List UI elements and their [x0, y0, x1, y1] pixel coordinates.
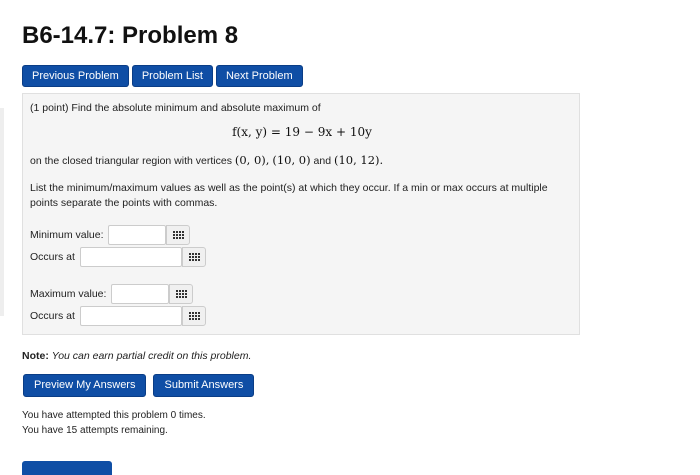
- maximum-occurs-label: Occurs at: [30, 310, 75, 322]
- problem-list-button[interactable]: Problem List: [132, 65, 213, 87]
- partially-visible-button[interactable]: [22, 461, 112, 475]
- minimum-occurs-input[interactable]: [80, 247, 182, 267]
- attempts-info: [22, 408, 206, 438]
- partial-credit-note: [22, 350, 251, 362]
- minimum-value-label: Minimum value:: [30, 229, 104, 241]
- page-title: B6-14.7: Problem 8: [22, 22, 239, 49]
- problem-region: [30, 153, 383, 167]
- problem-panel: [22, 93, 580, 335]
- attempts-remaining: You have 15 attempts remaining.: [22, 425, 168, 436]
- preview-answers-button[interactable]: Preview My Answers: [23, 374, 146, 397]
- problem-intro: (1 point) Find the absolute minimum and absolute maximum of: [30, 102, 321, 114]
- grid-icon: [176, 290, 187, 298]
- vertex-1: (0, 0): [234, 153, 266, 167]
- vertex-separator-1: ,: [265, 153, 270, 167]
- maximum-occurs-input[interactable]: [80, 306, 182, 326]
- minimum-value-input[interactable]: [108, 225, 166, 245]
- maximum-value-palette-button[interactable]: [169, 284, 193, 304]
- vertex-3: (10, 12): [333, 153, 380, 167]
- note-label: Note:: [22, 350, 49, 362]
- maximum-value-label: Maximum value:: [30, 288, 107, 300]
- left-edge-rule: [0, 108, 4, 316]
- problem-navigation: [22, 65, 303, 87]
- region-prefix: on the closed triangular region with vertices: [30, 155, 232, 167]
- note-text: You can earn partial credit on this problem.: [51, 350, 252, 362]
- instructions-line-1: List the minimum/maximum values as well as the point(s) at which they occur. If a min or max occurs at multiple: [30, 182, 548, 194]
- maximum-occurs-palette-button[interactable]: [182, 306, 206, 326]
- vertex-2: (10, 0): [272, 153, 311, 167]
- region-period: .: [379, 153, 384, 167]
- problem-formula: f(x, y) = 19 − 9x + 10y: [232, 125, 372, 139]
- minimum-occurs-palette-button[interactable]: [182, 247, 206, 267]
- vertex-conjunction: and: [313, 155, 332, 167]
- grid-icon: [173, 231, 184, 239]
- next-problem-button[interactable]: Next Problem: [216, 65, 303, 87]
- grid-icon: [189, 253, 200, 261]
- minimum-occurs-label: Occurs at: [30, 251, 75, 263]
- answer-actions: [23, 374, 254, 397]
- previous-problem-button[interactable]: Previous Problem: [22, 65, 129, 87]
- submit-answers-button[interactable]: Submit Answers: [153, 374, 254, 397]
- attempts-made: You have attempted this problem 0 times.: [22, 410, 206, 421]
- instructions-line-2: points separate the points with commas.: [30, 197, 218, 209]
- grid-icon: [189, 312, 200, 320]
- minimum-value-palette-button[interactable]: [166, 225, 190, 245]
- maximum-value-input[interactable]: [111, 284, 169, 304]
